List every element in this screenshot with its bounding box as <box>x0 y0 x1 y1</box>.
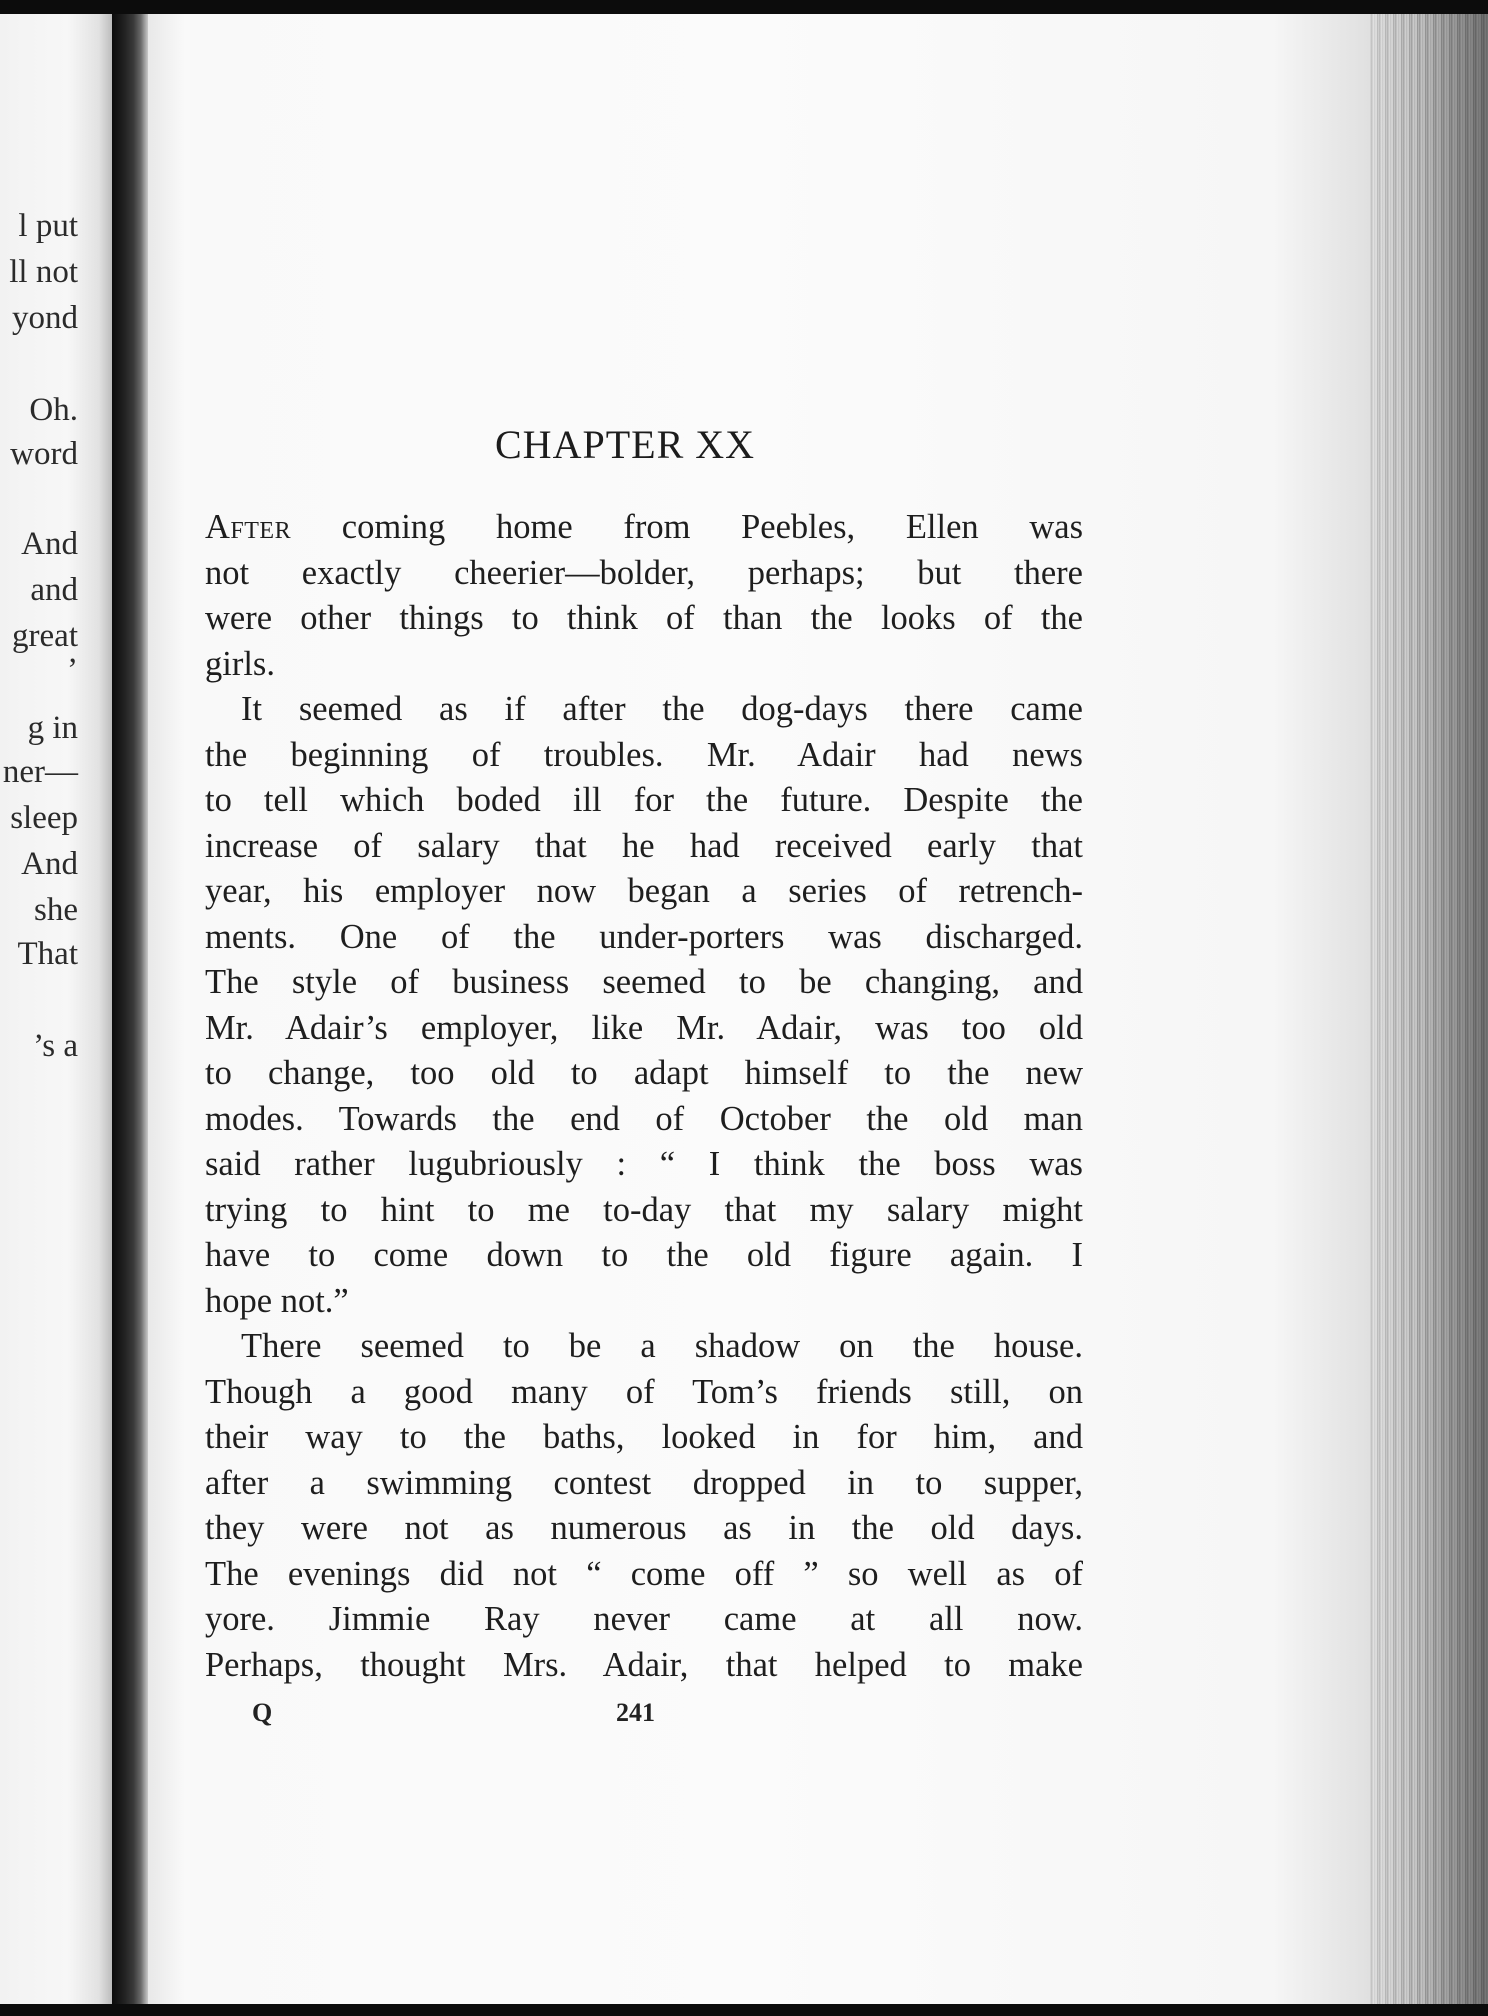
text-line: Mr. Adair’s employer, like Mr. Adair, was too old <box>205 1008 1083 1047</box>
text-line: have to come down to the old figure again. I <box>205 1236 1083 1274</box>
left-page-fragment: ll not <box>9 254 78 290</box>
left-page-fragment: l put <box>18 208 78 244</box>
text-line: year, his employer now began a series of retrench- <box>205 872 1083 910</box>
text-line: ments. One of the under-porters was discharged. <box>205 917 1083 956</box>
left-page-fragment: g in <box>27 710 78 746</box>
text-line: hope not.” <box>205 1281 349 1320</box>
drop-lead-word: After <box>205 508 292 546</box>
text-line: Though a good many of Tom’s friends still, on <box>205 1372 1083 1411</box>
chapter-heading: CHAPTER XX <box>495 422 756 467</box>
page-number: 241 <box>616 1698 655 1727</box>
scan-bottom-border <box>0 2004 1488 2016</box>
left-page-fragment: And <box>21 846 78 882</box>
scan-top-border <box>0 0 1488 14</box>
left-page-fragment: ner— <box>2 754 78 790</box>
text-line: trying to hint to me to-day that my salary might <box>205 1190 1083 1229</box>
text-line: modes. Towards the end of October the old man <box>205 1099 1083 1138</box>
left-page-fragment: she <box>34 892 78 928</box>
left-page-fragment: sleep <box>10 800 78 836</box>
text-line: after a swimming contest dropped in to supper, <box>205 1463 1083 1502</box>
signature-mark: Q <box>252 1698 273 1727</box>
text-line: the beginning of troubles. Mr. Adair had news <box>205 735 1083 774</box>
page-fore-edge-shade <box>1370 14 1488 2004</box>
text-line <box>205 505 1083 551</box>
left-page-fragment: word <box>10 436 78 472</box>
left-page-fragment: ’s a <box>33 1028 78 1064</box>
text-line: The evenings did not “ come off ” so well as of <box>205 1554 1083 1593</box>
left-page-fragment: And <box>21 526 78 562</box>
left-page-fragment: Oh. <box>29 392 78 428</box>
left-page-fragment: great <box>12 618 78 654</box>
text-line: There seemed to be a shadow on the house. <box>241 1327 1083 1365</box>
text-line: were other things to think of than the looks of the <box>205 599 1083 637</box>
left-page-fragment: That <box>17 936 78 972</box>
chapter-body <box>205 505 1083 1688</box>
left-page-fragment: yond <box>12 300 78 336</box>
text-line-content: coming home from Peebles, Ellen was <box>291 508 1083 546</box>
text-line: not exactly cheerier—bolder, perhaps; but there <box>205 553 1083 592</box>
text-line: The style of business seemed to be changing, and <box>205 963 1083 1001</box>
text-line: Perhaps, thought Mrs. Adair, that helped to make <box>205 1645 1083 1684</box>
text-line: yore. Jimmie Ray never came at all now. <box>205 1600 1083 1638</box>
text-line: said rather lugubriously : “ I think the boss was <box>205 1145 1083 1183</box>
book-gutter <box>112 14 148 2004</box>
text-line: It seemed as if after the dog-days there came <box>241 690 1083 728</box>
text-line: increase of salary that he had received early that <box>205 826 1083 865</box>
text-line: to change, too old to adapt himself to the new <box>205 1054 1083 1092</box>
text-line: to tell which boded ill for the future. Despite the <box>205 781 1083 819</box>
text-line: they were not as numerous as in the old days. <box>205 1509 1083 1547</box>
text-line: girls. <box>205 644 275 683</box>
left-facing-page <box>0 14 112 2004</box>
left-page-fragment: and <box>30 572 78 608</box>
left-page-fragment: ’ <box>67 652 78 688</box>
text-line: their way to the baths, looked in for him, and <box>205 1418 1083 1456</box>
